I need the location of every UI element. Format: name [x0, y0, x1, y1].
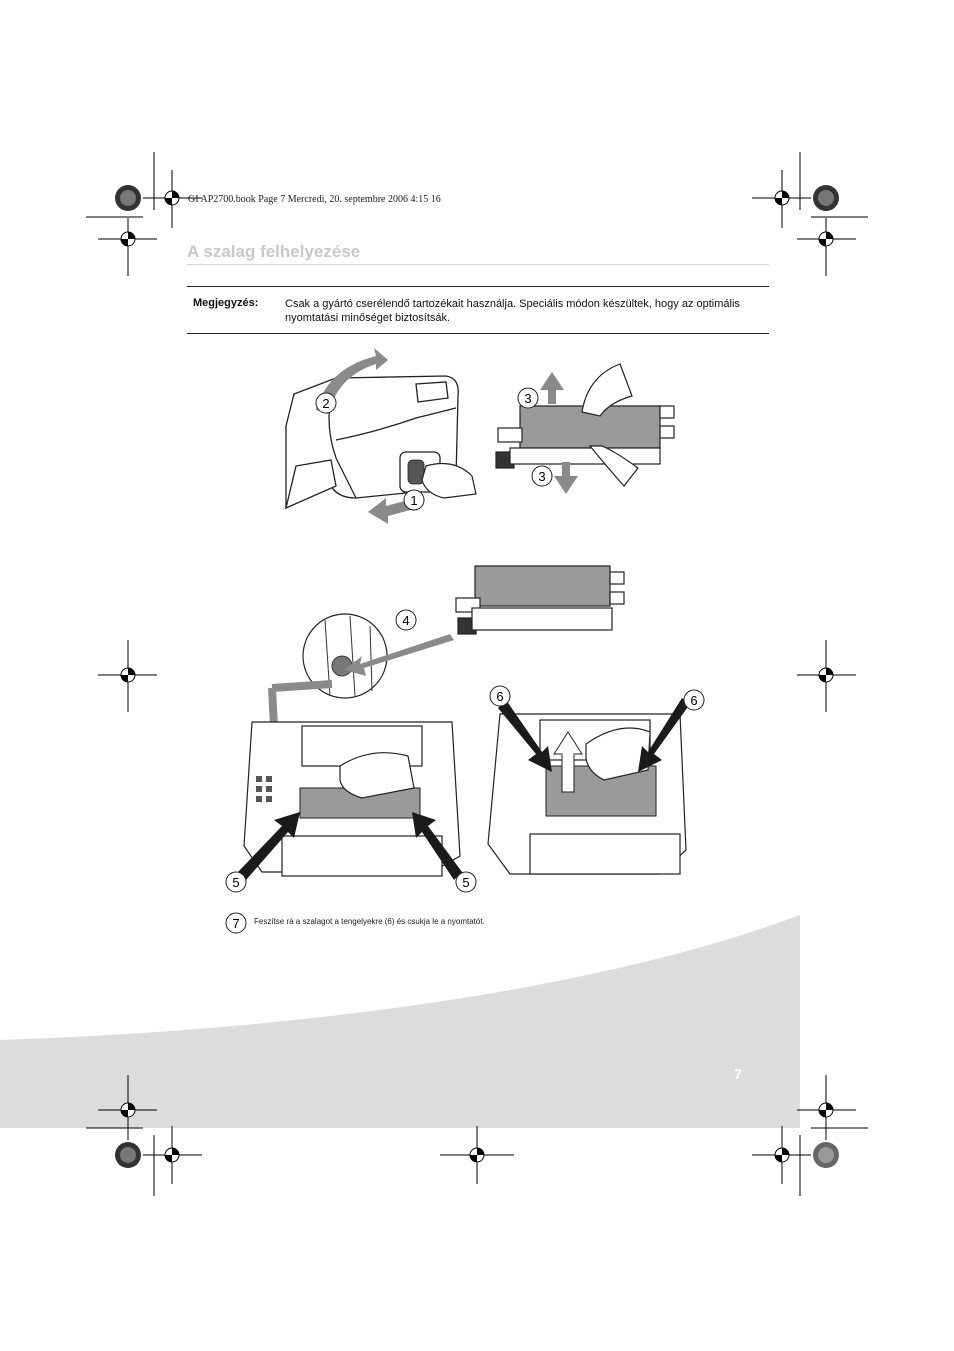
step-5a-label: 5 — [232, 875, 240, 890]
note-label: Megjegyzés: — [193, 297, 259, 309]
step-7-marker — [224, 911, 250, 935]
step-2-label: 2 — [322, 396, 330, 411]
illustration-open-cover — [276, 348, 486, 528]
illustration-insert-ribbon — [222, 676, 482, 898]
note-box — [187, 286, 769, 334]
step-3a-label: 3 — [524, 391, 532, 406]
step-7-label: 7 — [232, 916, 240, 931]
step-1-label: 1 — [410, 493, 418, 508]
page-number: 7 — [734, 1066, 742, 1082]
note-text: Csak a gyártó cserélendő tartozékait használja. Speciális módon készültek, hogy az optimális nyomtatási minőséget biztosítsák. — [285, 298, 740, 324]
step-6b-label: 6 — [690, 693, 698, 708]
step-7-caption: Feszítse rá a szalagot a tengelyekre (6) és csukja le a nyomtatót. — [254, 917, 485, 926]
illustration-tension-ribbon — [480, 684, 710, 890]
step-6a-label: 6 — [496, 689, 504, 704]
book-header-info: GI AP2700.book Page 7 Mercredi, 20. septembre 2006 4:15 16 — [188, 194, 441, 205]
step-4-label: 4 — [402, 613, 410, 628]
title-divider — [187, 264, 769, 265]
step-5b-label: 5 — [462, 875, 470, 890]
illustration-remove-ribbon — [490, 356, 690, 506]
page-title: A szalag felhelyezése — [187, 242, 361, 261]
step-3b-label: 3 — [538, 469, 546, 484]
